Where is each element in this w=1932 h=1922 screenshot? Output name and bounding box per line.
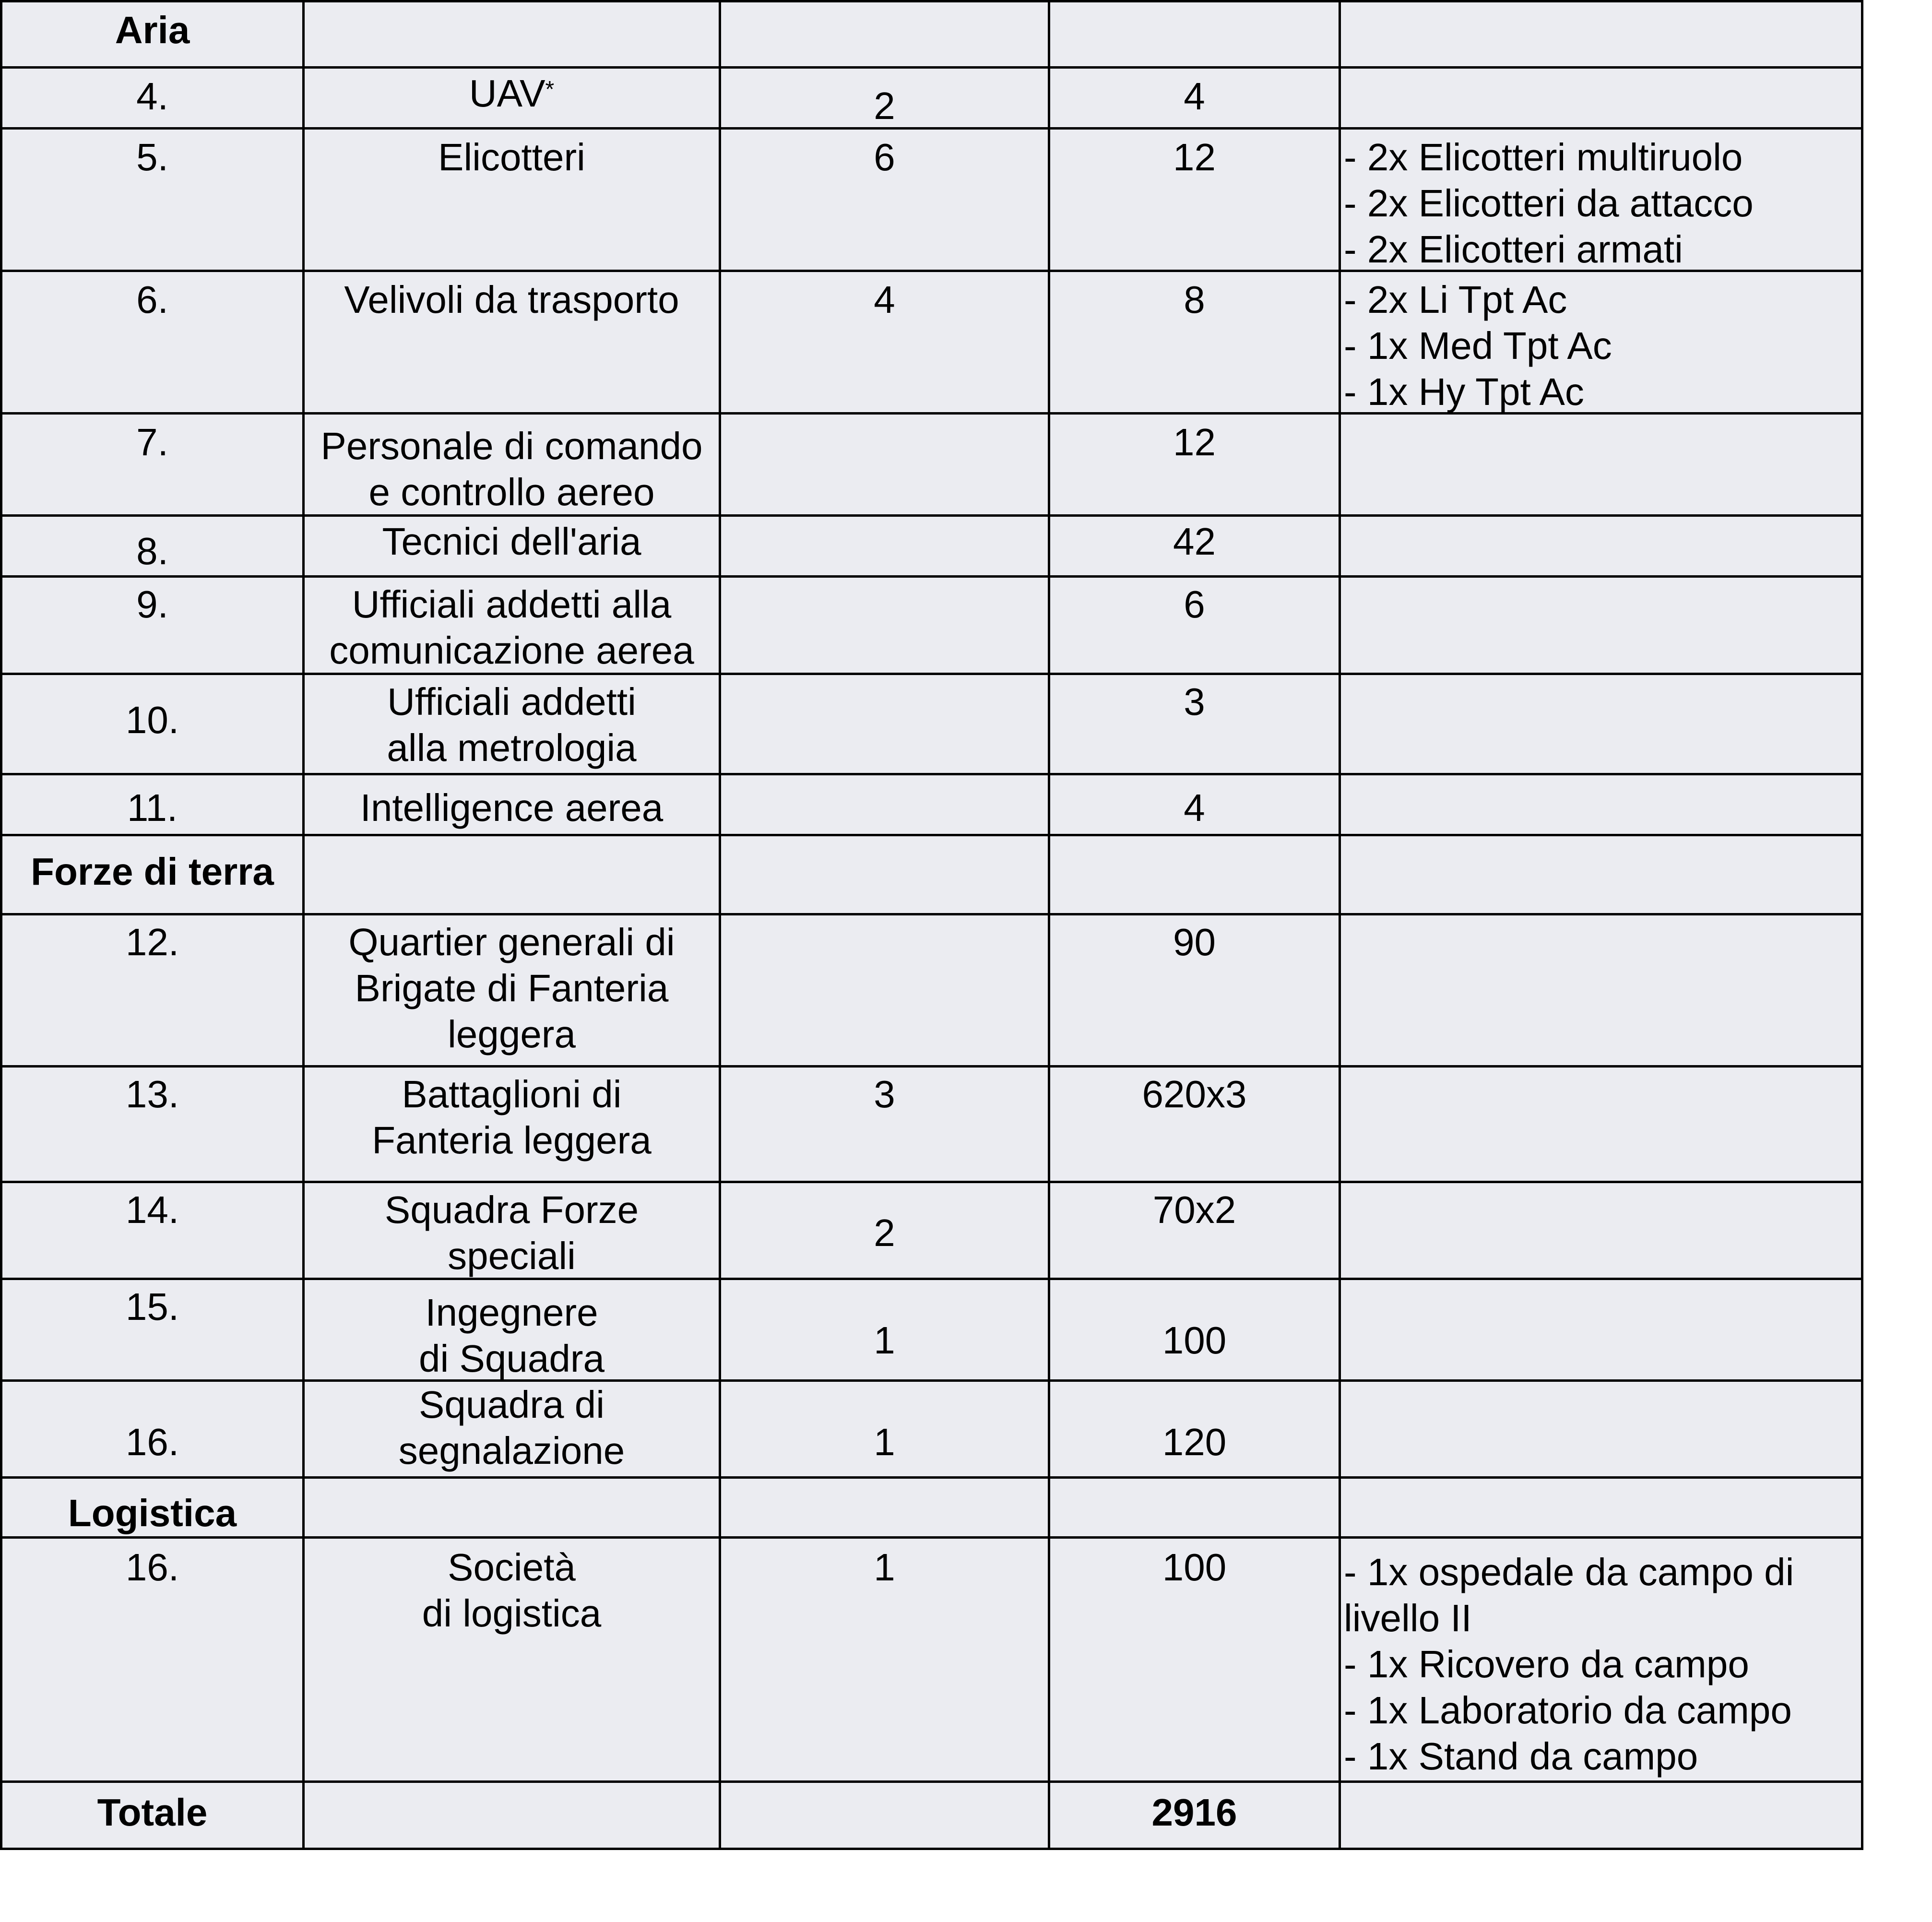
number-cell <box>0 775 302 834</box>
table-row <box>0 66 1861 127</box>
notes-cell <box>1339 1783 1863 1850</box>
row-number: 8. <box>136 530 168 572</box>
number-cell <box>0 517 302 575</box>
notes-cell <box>1339 836 1863 913</box>
number-cell <box>0 915 302 1065</box>
row-personnel: 42 <box>1173 520 1216 563</box>
table-row <box>0 1181 1861 1278</box>
row-units: 1 <box>874 1546 895 1589</box>
table-row <box>0 1379 1861 1476</box>
personnel-cell <box>1048 517 1339 575</box>
units-cell <box>719 517 1048 575</box>
section-label: Logistica <box>68 1492 237 1534</box>
number-cell <box>0 2 302 66</box>
personnel-cell <box>1048 1382 1339 1476</box>
notes-cell <box>1339 675 1863 773</box>
number-cell <box>0 69 302 127</box>
row-personnel: 8 <box>1184 278 1205 321</box>
row-personnel: 90 <box>1173 921 1216 963</box>
section-label: Forze di terra <box>31 850 274 893</box>
number-cell <box>0 1539 302 1780</box>
row-number: 11. <box>127 786 178 829</box>
name-cell <box>302 272 719 412</box>
units-cell <box>719 1183 1048 1278</box>
row-name: Elicotteri <box>438 136 585 178</box>
personnel-cell <box>1048 1479 1339 1536</box>
units-cell <box>719 915 1048 1065</box>
name-cell <box>302 578 719 673</box>
row-personnel: 70x2 <box>1152 1188 1236 1231</box>
section-row <box>0 834 1861 913</box>
row-units: 4 <box>874 278 895 321</box>
row-notes: - 1x ospedale da campo di livello II - 1x Ricovero da campo - 1x Laboratorio da campo - 1x Stand da campo <box>1344 1551 1794 1778</box>
name-cell <box>302 915 719 1065</box>
personnel-cell <box>1048 130 1339 270</box>
row-number: 13. <box>125 1073 179 1115</box>
number-cell <box>0 1068 302 1181</box>
row-personnel: 120 <box>1162 1421 1227 1463</box>
name-cell <box>302 2 719 66</box>
notes-cell <box>1339 415 1863 514</box>
notes-cell <box>1339 1068 1863 1181</box>
notes-cell <box>1339 517 1863 575</box>
row-units: 3 <box>874 1073 895 1115</box>
personnel-cell <box>1048 69 1339 127</box>
table-row <box>0 412 1861 514</box>
units-cell <box>719 1280 1048 1379</box>
notes-cell <box>1339 775 1863 834</box>
row-units: 6 <box>874 136 895 178</box>
row-units: 2 <box>874 1211 895 1254</box>
number-cell <box>0 130 302 270</box>
row-name: Società di logistica <box>422 1546 602 1635</box>
personnel-cell <box>1048 1783 1339 1850</box>
personnel-cell <box>1048 415 1339 514</box>
row-name: UAV* <box>469 72 555 115</box>
row-notes: - 2x Li Tpt Ac - 1x Med Tpt Ac - 1x Hy Tpt Ac <box>1344 278 1612 413</box>
units-cell <box>719 675 1048 773</box>
row-name: Quartier generali di Brigate di Fanteria leggera <box>348 921 675 1056</box>
row-personnel: 620x3 <box>1142 1073 1247 1115</box>
units-cell <box>719 1783 1048 1850</box>
row-name: Ingegnere di Squadra <box>419 1291 604 1380</box>
section-row <box>0 0 1861 66</box>
number-cell <box>0 415 302 514</box>
personnel-cell <box>1048 1539 1339 1780</box>
units-cell <box>719 415 1048 514</box>
notes-cell <box>1339 1382 1863 1476</box>
row-number: 6. <box>136 278 168 321</box>
units-cell <box>719 1068 1048 1181</box>
personnel-cell <box>1048 1280 1339 1379</box>
units-cell <box>719 272 1048 412</box>
table-row <box>0 514 1861 575</box>
personnel-cell <box>1048 1068 1339 1181</box>
row-number: 7. <box>136 421 168 463</box>
table-row <box>0 913 1861 1065</box>
units-cell <box>719 1382 1048 1476</box>
personnel-cell <box>1048 578 1339 673</box>
total-label: Totale <box>97 1791 208 1834</box>
name-cell <box>302 675 719 773</box>
units-cell <box>719 1539 1048 1780</box>
units-cell <box>719 2 1048 66</box>
row-personnel: 4 <box>1184 786 1205 829</box>
table-row <box>0 127 1861 270</box>
row-name: Ufficiali addetti alla metrologia <box>387 680 637 769</box>
table-row <box>0 1278 1861 1379</box>
row-name: Tecnici dell'aria <box>382 520 641 563</box>
table-row <box>0 1065 1861 1181</box>
name-cell <box>302 1479 719 1536</box>
row-personnel: 3 <box>1184 680 1205 723</box>
number-cell <box>0 1183 302 1278</box>
name-cell <box>302 1183 719 1278</box>
row-personnel: 12 <box>1173 421 1216 463</box>
number-cell <box>0 578 302 673</box>
row-name: Personale di comando e controllo aereo <box>320 425 703 513</box>
notes-cell <box>1339 1280 1863 1379</box>
row-personnel: 12 <box>1173 136 1216 178</box>
row-name: Squadra Forze speciali <box>384 1188 639 1277</box>
number-cell <box>0 1479 302 1536</box>
row-number: 9. <box>136 583 168 626</box>
name-cell <box>302 130 719 270</box>
row-units: 2 <box>874 84 895 127</box>
row-notes: - 2x Elicotteri multiruolo - 2x Elicotteri da attacco - 2x Elicotteri armati <box>1344 136 1754 271</box>
name-cell <box>302 775 719 834</box>
notes-cell <box>1339 272 1863 412</box>
personnel-cell <box>1048 272 1339 412</box>
units-cell <box>719 69 1048 127</box>
section-label: Aria <box>115 9 190 51</box>
name-cell <box>302 1382 719 1476</box>
notes-cell <box>1339 2 1863 66</box>
units-cell <box>719 1479 1048 1536</box>
row-personnel: 4 <box>1184 75 1205 118</box>
footnote-marker: * <box>545 77 555 102</box>
notes-cell <box>1339 1539 1863 1780</box>
notes-cell <box>1339 1183 1863 1278</box>
units-cell <box>719 775 1048 834</box>
row-name: Squadra di segnalazione <box>398 1383 625 1472</box>
units-cell <box>719 130 1048 270</box>
row-personnel: 100 <box>1162 1546 1227 1589</box>
name-cell <box>302 69 719 127</box>
notes-cell <box>1339 130 1863 270</box>
personnel-cell <box>1048 836 1339 913</box>
table-row <box>0 773 1861 834</box>
name-cell <box>302 1280 719 1379</box>
row-number: 16. <box>125 1421 179 1463</box>
table-row <box>0 673 1861 773</box>
row-name: Battaglioni di Fanteria leggera <box>372 1073 652 1162</box>
row-number: 15. <box>125 1285 179 1328</box>
name-cell <box>302 517 719 575</box>
row-personnel: 100 <box>1162 1319 1227 1362</box>
personnel-cell <box>1048 915 1339 1065</box>
row-number: 4. <box>136 75 168 118</box>
units-cell <box>719 836 1048 913</box>
table-row <box>0 1536 1861 1780</box>
row-number: 16. <box>125 1546 179 1589</box>
row-name: Intelligence aerea <box>360 786 664 829</box>
number-cell <box>0 675 302 773</box>
total-row <box>0 1780 1861 1850</box>
number-cell <box>0 272 302 412</box>
row-number: 5. <box>136 136 168 178</box>
notes-cell <box>1339 1479 1863 1536</box>
row-number: 12. <box>125 921 179 963</box>
personnel-cell <box>1048 1183 1339 1278</box>
table-row <box>0 575 1861 673</box>
name-cell <box>302 1068 719 1181</box>
number-cell <box>0 1783 302 1850</box>
name-cell <box>302 836 719 913</box>
notes-cell <box>1339 578 1863 673</box>
notes-cell <box>1339 915 1863 1065</box>
row-units: 1 <box>874 1421 895 1463</box>
number-cell <box>0 1382 302 1476</box>
total-value: 2916 <box>1151 1791 1237 1834</box>
personnel-cell <box>1048 675 1339 773</box>
personnel-cell <box>1048 775 1339 834</box>
row-number: 10. <box>125 699 179 741</box>
row-name: Ufficiali addetti alla comunicazione aerea <box>329 583 694 672</box>
number-cell <box>0 1280 302 1379</box>
personnel-cell <box>1048 2 1339 66</box>
name-cell <box>302 1539 719 1780</box>
notes-cell <box>1339 69 1863 127</box>
row-units: 1 <box>874 1319 895 1362</box>
row-number: 14. <box>125 1188 179 1231</box>
row-name: Velivoli da trasporto <box>344 278 679 321</box>
name-cell <box>302 415 719 514</box>
number-cell <box>0 836 302 913</box>
row-personnel: 6 <box>1184 583 1205 626</box>
units-cell <box>719 578 1048 673</box>
name-cell <box>302 1783 719 1850</box>
table-row <box>0 270 1861 412</box>
section-row <box>0 1476 1861 1536</box>
